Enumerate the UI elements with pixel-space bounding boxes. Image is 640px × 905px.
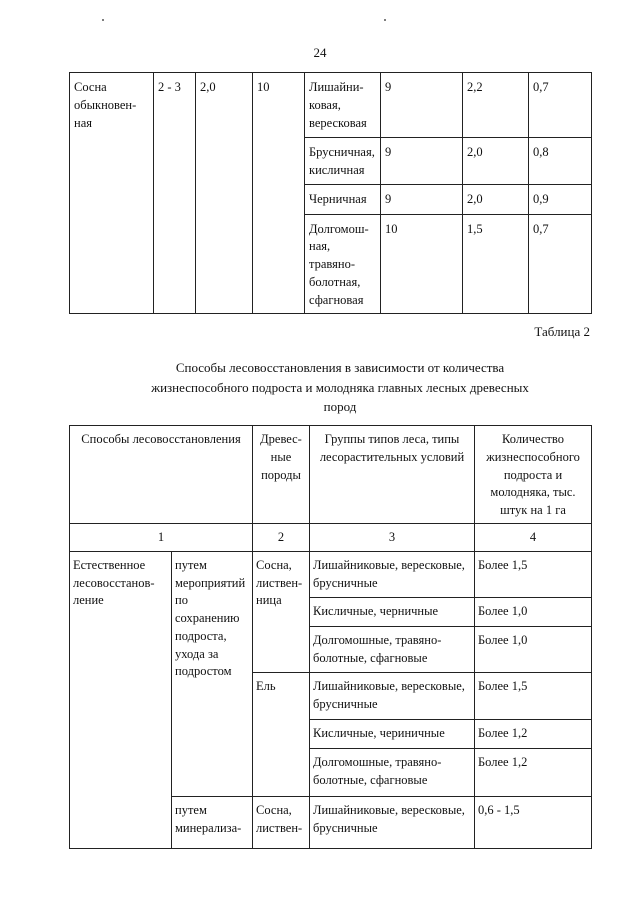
table-cell: 0,9 [529, 184, 592, 214]
forest-type-cell: Брусничная, кисличная [305, 138, 381, 185]
header-methods: Способы лесовосстановления [70, 426, 253, 524]
table-2 [69, 425, 592, 849]
sub-method-cell: путем минерализа- [172, 796, 253, 848]
header-species: Древес- ные породы [253, 426, 310, 524]
scan-speck [102, 19, 104, 21]
species-cell: Сосна, листвен- ница [253, 551, 310, 672]
species-cell: Сосна обыкновен- ная [70, 73, 154, 314]
age-range-cell: 2 - 3 [154, 73, 196, 314]
species-cell: Ель [253, 672, 310, 796]
header-groups: Группы типов леса, типы лесорастительных условий [310, 426, 475, 524]
forest-type-cell: Лишайни- ковая, вересковая [305, 73, 381, 138]
table-cell: 0,7 [529, 73, 592, 138]
table-1 [69, 72, 592, 314]
table-cell: 9 [381, 138, 463, 185]
forest-group-cell: Лишайниковые, вересковые, брусничные [310, 551, 475, 597]
forest-type-cell: Долгомош- ная, травяно- болотная, сфагновая [305, 214, 381, 314]
forest-group-cell: Кисличные, чериничные [310, 719, 475, 748]
value-b-cell: 10 [253, 73, 305, 314]
column-number: 3 [310, 523, 475, 551]
forest-type-cell: Черничная [305, 184, 381, 214]
quantity-cell: Более 1,0 [475, 626, 592, 672]
table-title: Способы лесовосстановления в зависимости от количества жизнеспособного подроста и молодняка главных лесных древесных пород [151, 360, 529, 414]
header-quantity: Количество жизнеспособного подроста и молодняка, тыс. штук на 1 га [475, 426, 592, 524]
sub-method-cell: путем мероприятий по сохранению подроста, ухода за подростом [172, 551, 253, 796]
scan-speck [384, 19, 386, 21]
table-cell: 2,2 [463, 73, 529, 138]
quantity-cell: Более 1,2 [475, 719, 592, 748]
table-cell: 9 [381, 73, 463, 138]
quantity-cell: Более 1,5 [475, 551, 592, 597]
page-number: 24 [313, 45, 327, 60]
column-number: 4 [475, 523, 592, 551]
forest-group-cell: Кисличные, черничные [310, 597, 475, 626]
quantity-cell: 0,6 - 1,5 [475, 796, 592, 848]
quantity-cell: Более 1,2 [475, 748, 592, 796]
forest-group-cell: Лишайниковые, вересковые, брусничные [310, 672, 475, 719]
value-a-cell: 2,0 [196, 73, 253, 314]
forest-group-cell: Лишайниковые, вересковые, брусничные [310, 796, 475, 848]
quantity-cell: Более 1,0 [475, 597, 592, 626]
column-number: 1 [70, 523, 253, 551]
species-cell: Сосна, листвен- [253, 796, 310, 848]
forest-group-cell: Долгомошные, травяно-болотные, сфагновые [310, 748, 475, 796]
table-cell: 2,0 [463, 184, 529, 214]
table-cell: 9 [381, 184, 463, 214]
table-cell: 2,0 [463, 138, 529, 185]
quantity-cell: Более 1,5 [475, 672, 592, 719]
method-main-cell: Естественное лесовосстанов- ление [70, 551, 172, 848]
column-number: 2 [253, 523, 310, 551]
table-cell: 1,5 [463, 214, 529, 314]
table-label: Таблица 2 [534, 324, 590, 339]
table-cell: 0,8 [529, 138, 592, 185]
table-cell: 10 [381, 214, 463, 314]
table-cell: 0,7 [529, 214, 592, 314]
forest-group-cell: Долгомошные, травяно-болотные, сфагновые [310, 626, 475, 672]
